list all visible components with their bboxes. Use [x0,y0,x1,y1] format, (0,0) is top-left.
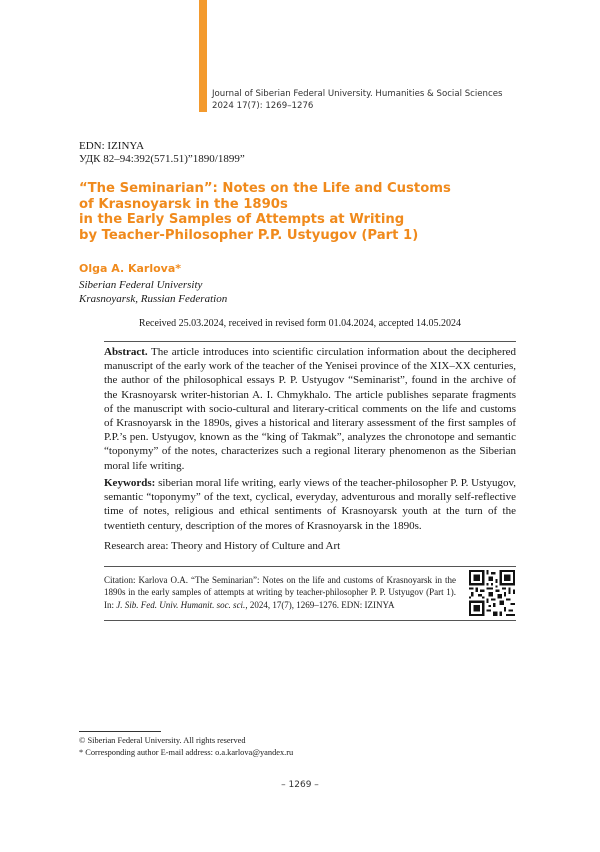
affiliation-location: Krasnoyarsk, Russian Federation [79,293,228,305]
corresponding-author-note: * Corresponding author E-mail address: o.a.karlova@yandex.ru [79,747,294,757]
page-number: – 1269 – [281,780,319,790]
research-area: Research area: Theory and History of Culture and Art [104,540,341,552]
received-dates: Received 25.03.2024, received in revised form 01.04.2024, accepted 14.05.2024 [138,318,462,329]
copyright-note: © Siberian Federal University. All rights reserved [79,736,246,745]
edn-code: EDN: IZINYA [79,140,145,152]
article-title [79,181,519,243]
title-line: by Teacher-Philosopher P.P. Ustyugov (Part 1) [79,227,419,243]
title-line: “The Seminarian”: Notes on the Life and Customs [79,181,451,196]
udk-code: УДК 82–94:392(571.51)”1890/1899” [79,153,245,165]
author-affiliation [79,278,227,306]
keywords-text: siberian moral life writing, early views of the teacher-philosopher P. P. Ustyugov, semantic “toponymy” of the text, cyclical, everyday, adventurous and morally self-reflective time of notes, religious and ethical sentiments of Krasnoyarsk youth at the turn of the twentieth century, description of the mores of Krasnoyarsk in the 1890s. [104,477,516,532]
citation-journal: J. Sib. Fed. Univ. Humanit. soc. sci. [116,599,246,610]
citation [104,574,456,611]
abstract-label: Abstract. [104,346,148,358]
header-accent-bar [199,0,207,112]
keywords-label: Keywords: [104,477,156,489]
keywords [104,476,516,533]
citation-top-divider [104,566,516,567]
abstract-text: The article introduces into scientific circulation information about the deciphered manuscript of the early work of the teacher of the Yenisei province of the XIX–XX centuries, the author of the philosophical essays P. P. Ustyugov “Seminarist”, found in the archive of the Krasnoyarsk writer-historian A. I. Chmykhalo. The article publishes separate fragments of the manuscript with socio-cultural and literary-critical comments on the life and customs of Krasnoyarsk in the 1890s, gives a historical and literary assessment of the first samples of P.P.’s pen. Ustyugov, known as the “king of Takmak”, analyzes the chronotope and semantic “toponymy” of the notes, characterizes such a regional literary phenomenon as the Siberian moral life writing. [104,346,516,472]
citation-text: Citation: Karlova O.A. “The Seminarian”: Notes on the life and customs of Krasnoyarsk in the 1890s in the early samples of attempts at writing by teacher-philosopher P. P. Ustyugov (Part 1). In: [104,575,456,610]
journal-header [212,88,503,112]
title-line: of Krasnoyarsk in the 1890s [79,196,288,212]
affiliation-university: Siberian Federal University [79,279,203,291]
journal-name: Journal of Siberian Federal University. Humanities & Social Sciences [212,89,503,99]
abstract-top-divider [104,341,516,342]
journal-issue: 2024 17(7): 1269–1276 [212,101,314,111]
article-meta [79,140,245,166]
abstract [104,345,516,473]
qr-code-icon[interactable] [469,570,515,616]
title-line: in the Early Samples of Attempts at Writing [79,212,405,227]
citation-tail: , 2024, 17(7), 1269–1276. EDN: IZINYA [245,599,395,610]
footnotes [79,735,293,758]
citation-bottom-divider [104,620,516,621]
author-name: Olga A. Karlova* [79,262,182,275]
footnote-divider [79,731,161,732]
